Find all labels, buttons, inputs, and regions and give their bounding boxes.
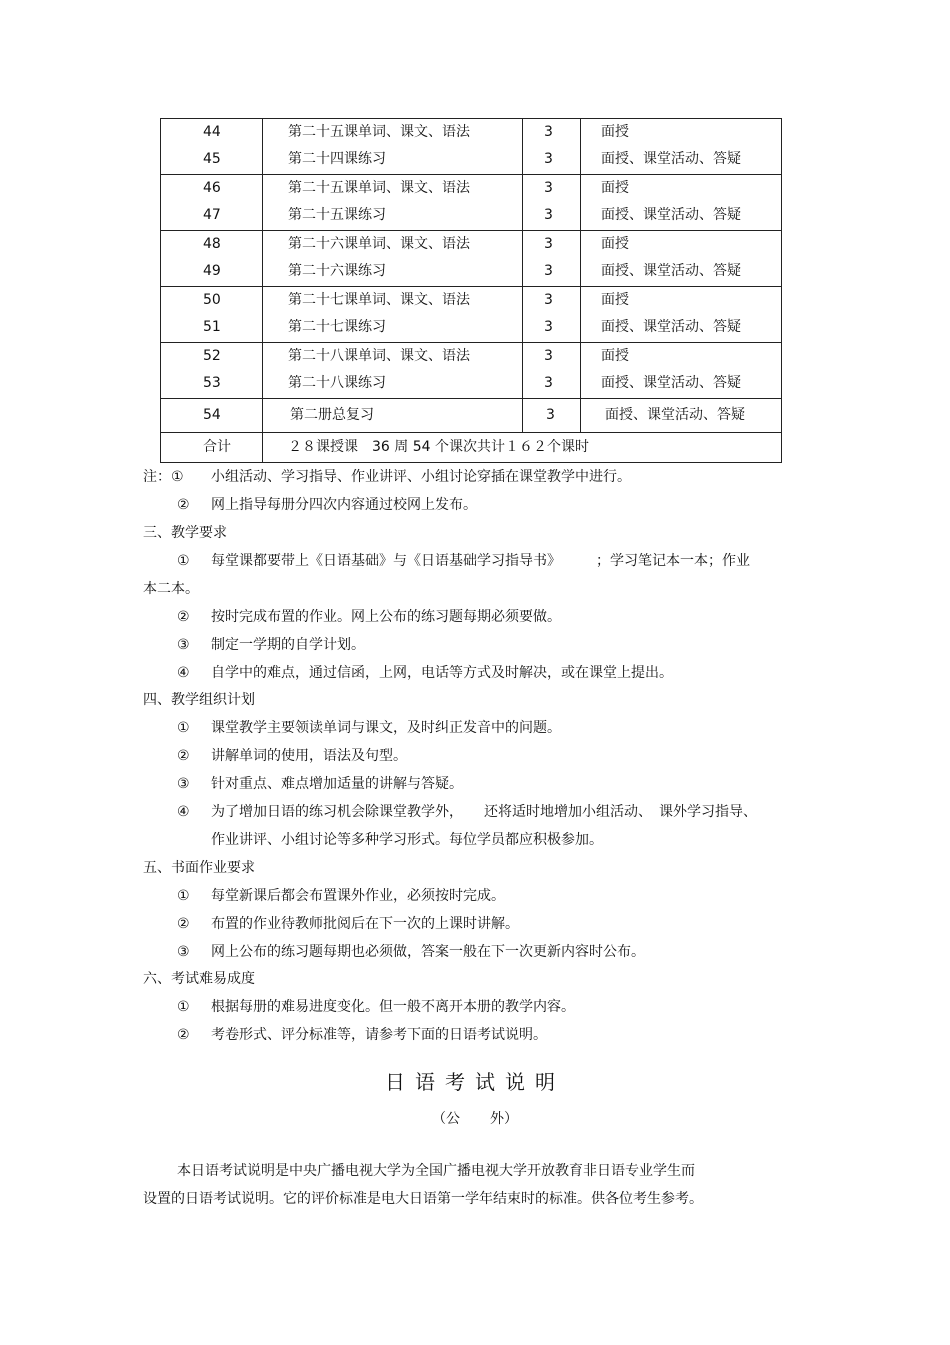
list-item-continuation: 本二本。 — [143, 581, 199, 597]
list-marker: ③ — [177, 637, 190, 653]
lesson-content: 第二十四课练习 — [288, 151, 386, 167]
lesson-hours: 3 — [544, 207, 553, 223]
lesson-mode: 面授 — [601, 348, 629, 364]
lesson-mode: 面授、课堂活动、答疑 — [601, 263, 741, 279]
note-text: 小组活动、学习指导、作业讲评、小组讨论穿插在课堂教学中进行。 — [211, 469, 631, 485]
lesson-hours: 3 — [544, 236, 553, 252]
lesson-hours: 3 — [544, 263, 553, 279]
lesson-number: 44 — [203, 124, 221, 140]
lesson-mode: 面授、课堂活动、答疑 — [601, 207, 741, 223]
note-text: 网上指导每册分四次内容通过校网上发布。 — [211, 497, 477, 513]
list-item: 讲解单词的使用，语法及句型。 — [211, 748, 407, 764]
lesson-hours: 3 — [544, 151, 553, 167]
lesson-content: 第二十八课练习 — [288, 375, 386, 391]
lesson-number: 49 — [203, 263, 221, 279]
exam-paragraph: 设置的日语考试说明。它的评价标准是电大日语第一学年结束时的标准。供各位考生参考。 — [143, 1191, 703, 1207]
exam-subtitle-right: 外） — [490, 1111, 518, 1127]
lesson-hours: 3 — [544, 348, 553, 364]
list-item: 根据每册的难易进度变化。但一般不离开本册的教学内容。 — [211, 999, 575, 1015]
list-marker: ③ — [177, 776, 190, 792]
table-row-group — [161, 287, 781, 343]
list-marker: ④ — [177, 804, 190, 820]
section-heading: 四、教学组织计划 — [143, 692, 255, 708]
lesson-number: 45 — [203, 151, 221, 167]
lesson-hours: 3 — [544, 180, 553, 196]
lesson-content: 第二十六课练习 — [288, 263, 386, 279]
list-item: 每堂新课后都会布置课外作业，必须按时完成。 — [211, 888, 505, 904]
exam-subtitle — [0, 1108, 950, 1128]
table-total-row — [161, 433, 781, 462]
list-marker: ② — [177, 1027, 190, 1043]
list-item: 课堂教学主要领读单词与课文，及时纠正发音中的问题。 — [211, 720, 561, 736]
lesson-number: 48 — [203, 236, 221, 252]
list-item: 自学中的难点，通过信函，上网，电话等方式及时解决，或在课堂上提出。 — [211, 665, 673, 681]
lesson-content: 第二十六课单词、课文、语法 — [288, 236, 470, 252]
list-marker: ① — [177, 553, 190, 569]
lesson-number: 53 — [203, 375, 221, 391]
lesson-number: 51 — [203, 319, 221, 335]
lesson-number: 46 — [203, 180, 221, 196]
table-row-group — [161, 175, 781, 231]
lesson-hours: 3 — [544, 319, 553, 335]
lesson-mode: 面授 — [601, 236, 629, 252]
lesson-content: 第二十八课单词、课文、语法 — [288, 348, 470, 364]
lesson-mode: 面授 — [601, 180, 629, 196]
lesson-hours: 3 — [544, 292, 553, 308]
section-heading: 三、教学要求 — [143, 525, 227, 541]
list-item: 针对重点、难点增加适量的讲解与答疑。 — [211, 776, 463, 792]
section-heading: 五、书面作业要求 — [143, 860, 255, 876]
exam-paragraph: 本日语考试说明是中央广播电视大学为全国广播电视大学开放教育非日语专业学生而 — [177, 1163, 695, 1179]
list-marker: ③ — [177, 944, 190, 960]
lesson-number: 50 — [203, 292, 221, 308]
list-item: 每堂课都要带上《日语基础》与《日语基础学习指导书》 ；学习笔记本一本；作业 — [211, 553, 750, 569]
lesson-number: 52 — [203, 348, 221, 364]
list-marker: ① — [177, 720, 190, 736]
table-row-group — [161, 343, 781, 399]
schedule-table — [160, 118, 782, 463]
lesson-hours: 3 — [544, 375, 553, 391]
list-marker: ② — [177, 609, 190, 625]
lesson-mode: 面授 — [601, 124, 629, 140]
lesson-mode: 面授、课堂活动、答疑 — [601, 375, 741, 391]
note-marker: ② — [177, 497, 190, 513]
list-item: 布置的作业待教师批阅后在下一次的上课时讲解。 — [211, 916, 519, 932]
list-item: 制定一学期的自学计划。 — [211, 637, 365, 653]
lesson-content: 第二十七课单词、课文、语法 — [288, 292, 470, 308]
list-item-continuation: 作业讲评、小组讨论等多种学习形式。每位学员都应积极参加。 — [211, 832, 603, 848]
exam-subtitle-left: （公 — [432, 1111, 460, 1127]
list-item: 为了增加日语的练习机会除课堂教学外， 还将适时地增加小组活动、 课外学习指导、 — [211, 804, 757, 820]
list-marker: ① — [177, 999, 190, 1015]
lesson-mode: 面授 — [601, 292, 629, 308]
section-heading: 六、考试难易成度 — [143, 971, 255, 987]
lesson-hours: 3 — [546, 407, 555, 423]
lesson-number: 54 — [203, 407, 221, 423]
lesson-content: 第二册总复习 — [290, 407, 374, 423]
table-row-group — [161, 119, 781, 175]
total-text: ２８课授课 36 周 54 个课次共计１６２个课时 — [288, 439, 589, 455]
total-label: 合计 — [203, 439, 231, 455]
list-item: 按时完成布置的作业。网上公布的练习题每期必须要做。 — [211, 609, 561, 625]
list-marker: ② — [177, 748, 190, 764]
exam-title: 日语考试说明 — [385, 1070, 565, 1094]
lesson-content: 第二十七课练习 — [288, 319, 386, 335]
list-marker: ② — [177, 916, 190, 932]
lesson-mode: 面授、课堂活动、答疑 — [601, 319, 741, 335]
note-prefix: 注：① — [143, 469, 184, 485]
lesson-content: 第二十五课练习 — [288, 207, 386, 223]
lesson-content: 第二十五课单词、课文、语法 — [288, 180, 470, 196]
table-row — [161, 399, 781, 433]
list-item: 网上公布的练习题每期也必须做，答案一般在下一次更新内容时公布。 — [211, 944, 645, 960]
lesson-number: 47 — [203, 207, 221, 223]
table-row-group — [161, 231, 781, 287]
lesson-hours: 3 — [544, 124, 553, 140]
list-marker: ④ — [177, 665, 190, 681]
lesson-mode: 面授、课堂活动、答疑 — [605, 407, 745, 423]
list-item: 考卷形式、评分标准等，请参考下面的日语考试说明。 — [211, 1027, 547, 1043]
list-marker: ① — [177, 888, 190, 904]
lesson-mode: 面授、课堂活动、答疑 — [601, 151, 741, 167]
lesson-content: 第二十五课单词、课文、语法 — [288, 124, 470, 140]
